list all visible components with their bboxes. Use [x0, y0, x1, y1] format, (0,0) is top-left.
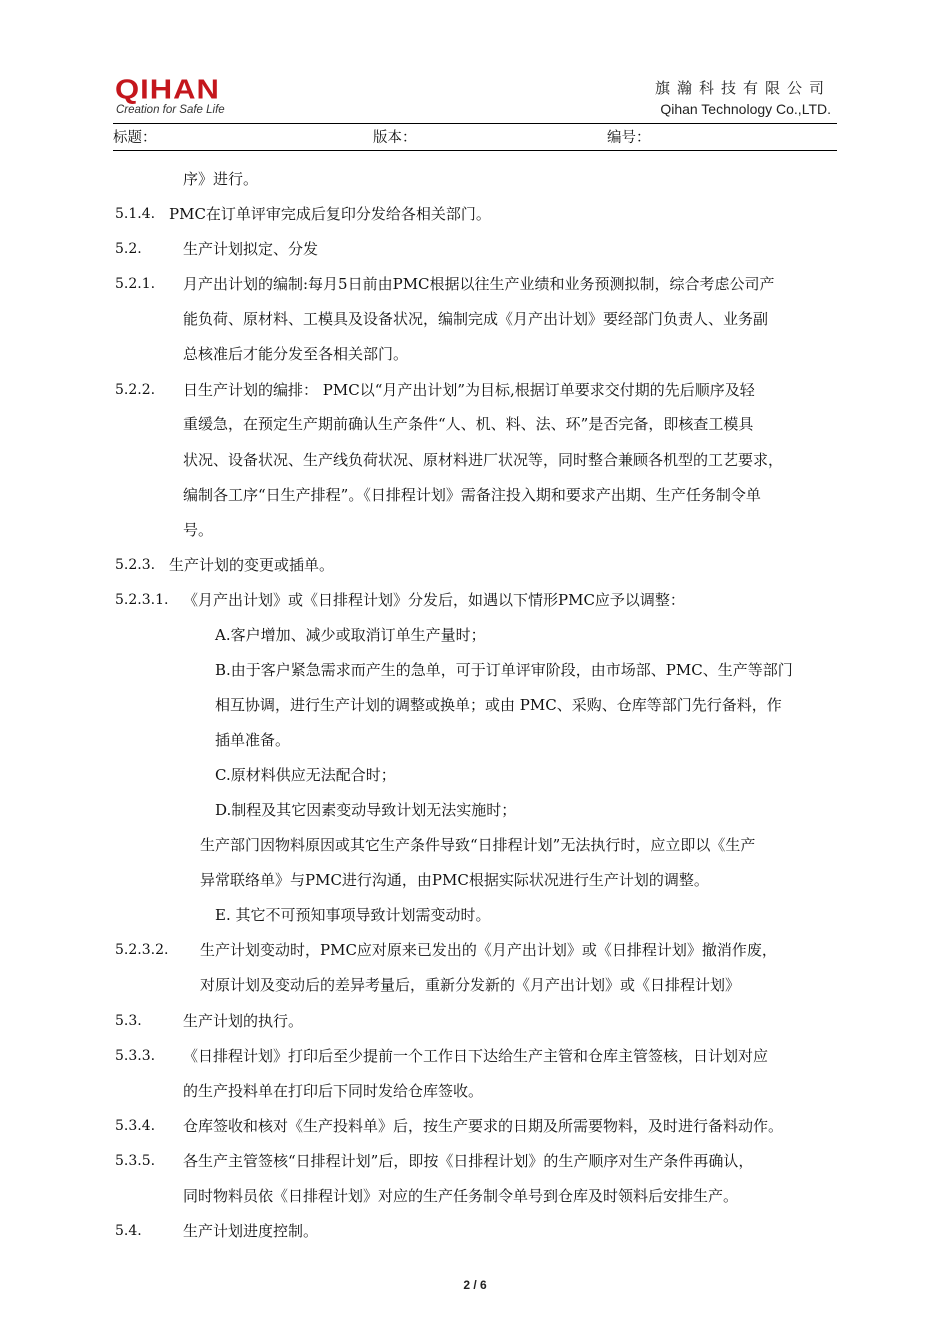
section-number: 5.2.2. — [115, 382, 156, 398]
header-divider-bottom — [113, 150, 837, 151]
company-name-cn: 旗瀚科技有限公司 — [654, 79, 831, 97]
text-line: 总核准后才能分发至各相关部门。 — [183, 345, 409, 363]
list-item: A.客户增加、减少或取消订单生产量时； — [215, 626, 486, 644]
text-line: 能负荷、原材料、工模具及设备状况，编制完成《月产出计划》要经部门负责人、业务副 — [183, 310, 769, 328]
text-line: 插单准备。 — [215, 731, 291, 749]
text-line: 仓库签收和核对《生产投料单》后，按生产要求的日期及所需要物料，及时进行备料动作。 — [183, 1117, 784, 1135]
list-item: B.由于客户紧急需求而产生的急单，可于订单评审阶段，由市场部、PMC、生产等部门 — [215, 661, 793, 679]
text-line: 的生产投料单在打印后下同时发给仓库签收。 — [183, 1082, 484, 1100]
text-line: 日生产计划的编排： PMC以“月产出计划”为目标,根据订单要求交付期的先后顺序及轻 — [183, 381, 755, 399]
list-item: E. 其它不可预知事项导致计划需变动时。 — [215, 906, 491, 924]
section-number: 5.4. — [115, 1223, 142, 1239]
text-line: 《月产出计划》或《日排程计划》分发后，如遇以下情形PMC应予以调整： — [183, 591, 685, 609]
text-line: 异常联络单》与PMC进行沟通，由PMC根据实际状况进行生产计划的调整。 — [200, 871, 709, 889]
text-line: 相互协调，进行生产计划的调整或换单；或由 PMC、采购、仓库等部门先行备料，作 — [215, 696, 782, 714]
header-divider — [113, 123, 837, 124]
text-line: 同时物料员依《日排程计划》对应的生产任务制令单号到仓库及时领料后安排生产。 — [183, 1187, 739, 1205]
page-number: 2 / 6 — [463, 1278, 487, 1292]
text-line: 序》进行。 — [183, 170, 259, 188]
text-line: 生产计划的执行。 — [183, 1012, 304, 1030]
section-number: 5.2.1. — [115, 276, 156, 292]
section-number: 5.2.3.1. — [115, 592, 169, 608]
text-line: 生产计划拟定、分发 — [183, 240, 319, 258]
text-line: 状况、设备状况、生产线负荷状况、原材料进厂状况等，同时整合兼顾各机型的工艺要求， — [183, 451, 784, 469]
title-label: 标题： — [113, 130, 157, 146]
text-line: 重缓急，在预定生产期前确认生产条件“人、机、料、法、环”是否完备，即核查工模具 — [183, 415, 754, 433]
text-line: 编制各工序“日生产排程”。《日排程计划》需备注投入期和要求产出期、生产任务制令单 — [183, 486, 761, 504]
number-label: 编号： — [607, 130, 651, 146]
text-line: 各生产主管签核“日排程计划”后，即按《日排程计划》的生产顺序对生产条件再确认， — [183, 1152, 754, 1170]
text-line: 生产计划变动时，PMC应对原来已发出的《月产出计划》或《日排程计划》撤消作废， — [200, 941, 777, 959]
section-number: 5.2. — [115, 241, 142, 257]
logo-wordmark: QIHAN — [115, 73, 220, 105]
list-item: D.制程及其它因素变动导致计划无法实施时； — [215, 801, 517, 819]
text-line: 号。 — [183, 521, 214, 539]
company-logo — [115, 73, 260, 120]
section-number: 5.3. — [115, 1013, 142, 1029]
logo-tagline: Creation for Safe Life — [116, 104, 225, 116]
company-name-en: Qihan Technology Co.,LTD. — [660, 101, 831, 117]
text-line: 生产计划的变更或插单。 — [169, 556, 335, 574]
text-line: 《日排程计划》打印后至少提前一个工作日下达给生产主管和仓库主管签核，日计划对应 — [183, 1047, 769, 1065]
section-number: 5.3.4. — [115, 1118, 156, 1134]
section-number: 5.2.3. — [115, 557, 156, 573]
section-number: 5.3.3. — [115, 1048, 156, 1064]
text-line: 生产计划进度控制。 — [183, 1222, 319, 1240]
version-label: 版本： — [373, 130, 417, 146]
section-number: 5.2.3.2. — [115, 942, 169, 958]
text-line: 月产出计划的编制:每月5日前由PMC根据以往生产业绩和业务预测拟制，综合考虑公司产 — [183, 275, 775, 293]
list-item: C.原材料供应无法配合时； — [215, 766, 396, 784]
text-line: 生产部门因物料原因或其它生产条件导致“日排程计划”无法执行时，应立即以《生产 — [200, 836, 756, 854]
section-number: 5.1.4. — [115, 206, 156, 222]
section-number: 5.3.5. — [115, 1153, 156, 1169]
text-line: 对原计划及变动后的差异考量后，重新分发新的《月产出计划》或《日排程计划》 — [200, 976, 741, 994]
text-line: PMC在订单评审完成后复印分发给各相关部门。 — [169, 205, 491, 223]
